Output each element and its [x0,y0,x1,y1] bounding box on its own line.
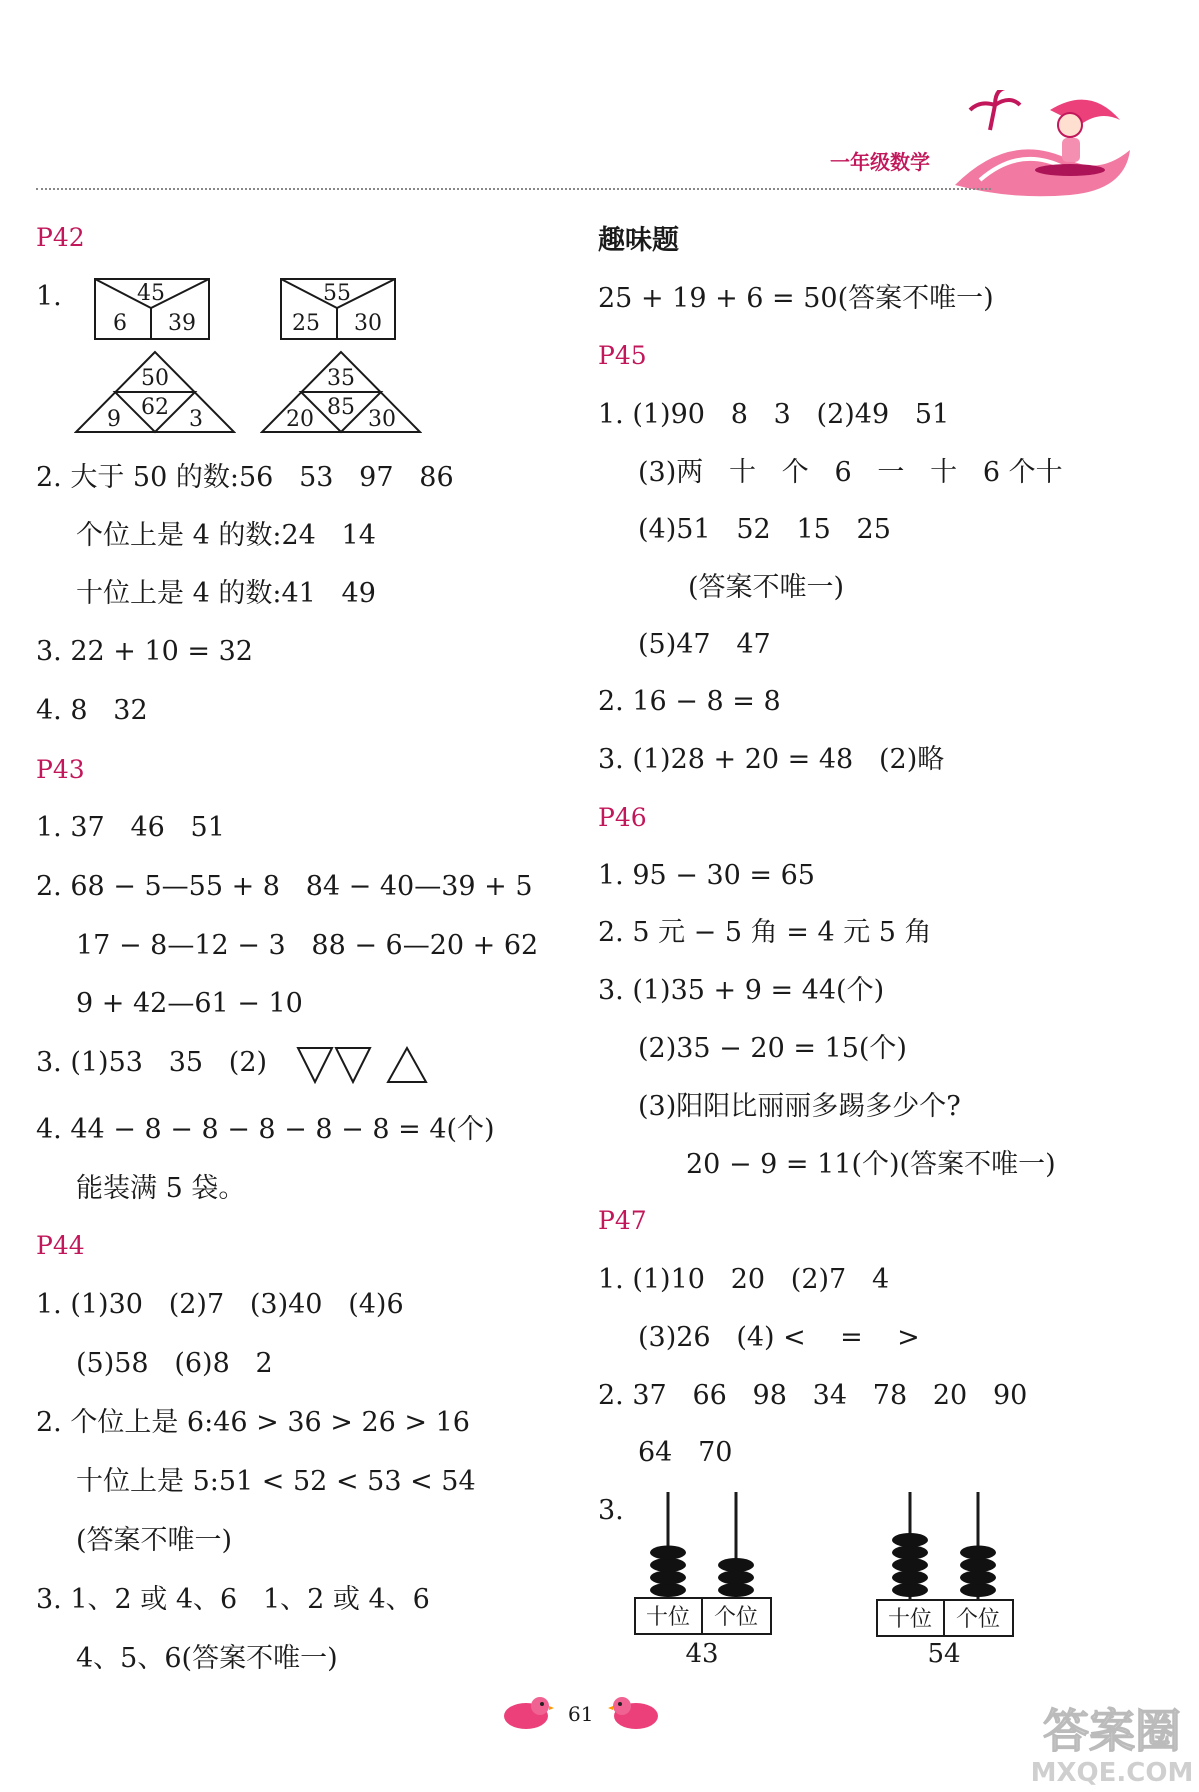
p45-q1d: (答案不唯一) [688,572,845,603]
abacus2-tens-label: 十位 [887,1607,933,1632]
watermark-url: MXQE.COM [1030,1758,1194,1788]
p43-q4: 4. 44 − 8 − 8 − 8 − 8 − 8 = 4(个) [36,1114,495,1145]
number-triangle-50 [74,350,236,434]
abacus2-ones-label: 个位 [955,1607,1001,1632]
p44-q3: 3. 1、2 或 4、6 1、2 或 4、6 [36,1584,430,1615]
p45-q1b: (3)两 十 个 6 一 十 6 个十 [638,457,1063,488]
box2-left: 25 [292,311,320,336]
p43-q1: 1. 37 46 51 [36,812,225,843]
section-title-p43: P43 [36,755,85,784]
tri2-top: 35 [327,366,355,391]
page-number: 61 [568,1702,594,1726]
abacus-bead [650,1583,686,1597]
p43-q4b: 能装满 5 袋。 [76,1173,246,1204]
section-title-p45: P45 [598,341,647,370]
box1-right: 39 [168,311,196,336]
p46-q3b: (2)35 − 20 = 15(个) [638,1033,907,1064]
tri2-left: 20 [286,407,314,432]
abacus-bead [718,1571,754,1585]
p46-q3d: 20 − 9 = 11(个)(答案不唯一) [686,1149,1056,1180]
abacus-bead [892,1546,928,1560]
p42-q3: 3. 22 + 10 = 32 [36,636,253,667]
p43-q2c: 9 + 42—61 − 10 [76,988,303,1019]
p46-q1: 1. 95 − 30 = 65 [598,860,815,891]
p42-q2b: 个位上是 4 的数:24 14 [76,520,376,551]
section-title-fun: 趣味题 [598,225,679,256]
box2-right: 30 [354,311,382,336]
abacus-bead [960,1583,996,1597]
bird-left-icon [500,1692,554,1732]
abacus-bead [892,1583,928,1597]
abacus-bead [892,1571,928,1585]
triangle-shapes-icon [296,1044,428,1084]
abacus1-tens-label: 十位 [645,1605,691,1630]
tri1-top: 50 [141,366,169,391]
abacus-bead [960,1546,996,1560]
p46-q3: 3. (1)35 + 9 = 44(个) [598,975,885,1006]
abacus-bead [718,1558,754,1572]
abacus1-ones-beads [718,1558,754,1597]
p44-q2c: (答案不唯一) [76,1525,233,1556]
number-triangle-35 [260,350,422,434]
header-title: 一年级数学 [830,150,930,174]
watermark-logo [1030,1695,1195,1790]
p47-q2b: 64 70 [638,1437,733,1468]
p45-q2: 2. 16 − 8 = 8 [598,686,781,717]
abacus-bead [960,1558,996,1572]
p42-q2c: 十位上是 4 的数:41 49 [76,578,376,609]
header-divider [36,188,991,190]
fun-line: 25 + 19 + 6 = 50(答案不唯一) [598,283,994,314]
p47-q3-number: 3. [598,1495,624,1526]
box1-top: 45 [137,281,165,306]
p43-q3: 3. (1)53 35 (2) [36,1047,268,1078]
section-title-p47: P47 [598,1206,647,1235]
p47-q1: 1. (1)10 20 (2)7 4 [598,1264,890,1295]
tri2-right: 30 [368,407,396,432]
p44-q1b: (5)58 (6)8 2 [76,1348,273,1379]
abacus1-tens-beads [650,1546,686,1598]
tri1-right: 3 [189,407,203,432]
p47-q1b: (3)26 (4) < = > [638,1322,920,1353]
abacus-43 [634,1490,772,1670]
p43-q2: 2. 68 − 5—55 + 8 84 − 40—39 + 5 [36,871,533,902]
box2-top: 55 [323,281,351,306]
p44-q2b: 十位上是 5:51 < 52 < 53 < 54 [76,1466,476,1497]
p44-q2: 2. 个位上是 6:46 > 36 > 26 > 16 [36,1407,470,1438]
p45-q3: 3. (1)28 + 20 = 48 (2)略 [598,744,945,775]
p45-q1c: (4)51 52 15 25 [638,514,891,545]
abacus-bead [650,1558,686,1572]
number-box-55 [280,278,396,340]
p45-q1: 1. (1)90 8 3 (2)49 51 [598,399,950,430]
abacus-bead [718,1583,754,1597]
p42-q2: 2. 大于 50 的数:56 53 97 86 [36,462,454,493]
box1-left: 6 [113,311,127,336]
abacus1-ones-label: 个位 [713,1605,759,1630]
p46-q3c: (3)阳阳比丽丽多踢多少个? [638,1091,961,1122]
p42-q4: 4. 8 32 [36,695,148,726]
p45-q1e: (5)47 47 [638,629,771,660]
abacus2-value: 54 [927,1639,961,1669]
abacus-bead [892,1558,928,1572]
tri1-left: 9 [107,407,121,432]
section-title-p46: P46 [598,803,647,832]
bird-right-icon [608,1692,662,1732]
p42-q1-number: 1. [36,281,62,312]
p43-q2b: 17 − 8—12 − 3 88 − 6—20 + 62 [76,930,539,961]
p46-q2: 2. 5 元 − 5 角 = 4 元 5 角 [598,917,932,948]
abacus-bead [650,1546,686,1560]
abacus2-ones-beads [960,1546,996,1598]
abacus2-tens-beads [892,1533,928,1597]
watermark-text: 答案圈 [1043,1704,1181,1758]
section-title-p44: P44 [36,1231,85,1260]
abacus1-value: 43 [685,1639,719,1669]
section-title-p42: P42 [36,223,85,252]
abacus-bead [892,1533,928,1547]
surfer-illustration [950,90,1135,200]
p44-q1: 1. (1)30 (2)7 (3)40 (4)6 [36,1289,404,1320]
abacus-bead [960,1571,996,1585]
abacus-54 [876,1490,1014,1670]
number-box-45 [94,278,210,340]
p44-q3b: 4、5、6(答案不唯一) [76,1643,338,1674]
tri1-center: 62 [141,395,169,420]
tri2-center: 85 [327,395,355,420]
p47-q2: 2. 37 66 98 34 78 20 90 [598,1380,1028,1411]
abacus-bead [650,1571,686,1585]
